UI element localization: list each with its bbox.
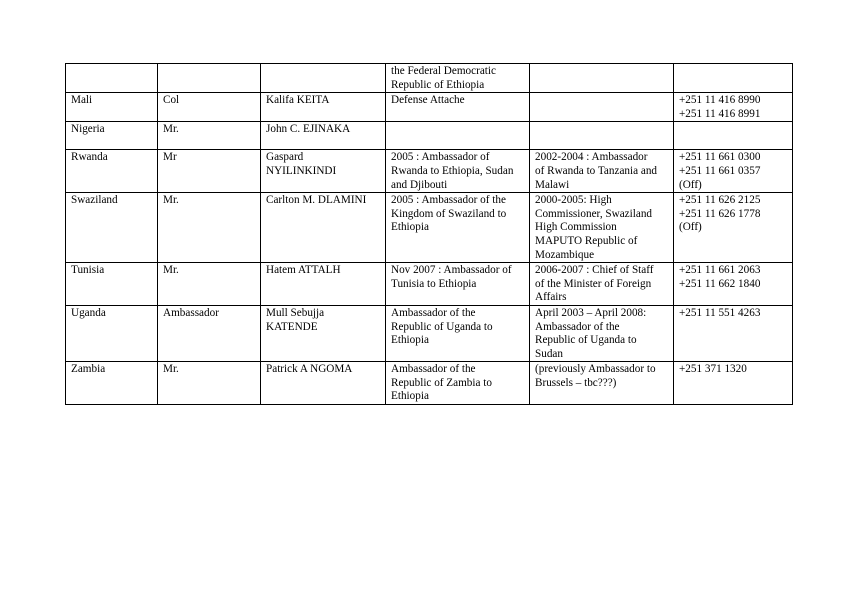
table-row: [66, 93, 793, 122]
position-cell: 2005 : Ambassador of Rwanda to Ethiopia, Sudan and Djibouti: [386, 150, 530, 193]
table-row: [66, 362, 793, 405]
previous-position-cell: April 2003 – April 2008: Ambassador of the Republic of Uganda to Sudan: [530, 305, 674, 361]
name-cell: Kalifa KEITA: [261, 93, 386, 122]
position-cell: 2005 : Ambassador of the Kingdom of Swaziland to Ethiopia: [386, 193, 530, 263]
position-cell: Defense Attache: [386, 93, 530, 122]
position-cell: Nov 2007 : Ambassador of Tunisia to Ethiopia: [386, 263, 530, 306]
title-cell: Mr.: [158, 362, 261, 405]
phone-cell: +251 11 661 0300 +251 11 661 0357 (Off): [674, 150, 793, 193]
country-cell: Swaziland: [66, 193, 158, 263]
ambassador-table: [65, 63, 793, 405]
country-cell: Zambia: [66, 362, 158, 405]
title-cell: Ambassador: [158, 305, 261, 361]
country-cell: [66, 64, 158, 93]
phone-cell: [674, 122, 793, 150]
phone-cell: +251 11 416 8990 +251 11 416 8991: [674, 93, 793, 122]
table-row: [66, 122, 793, 150]
title-cell: Col: [158, 93, 261, 122]
country-cell: Mali: [66, 93, 158, 122]
phone-cell: +251 11 551 4263: [674, 305, 793, 361]
table-row: [66, 193, 793, 263]
title-cell: Mr.: [158, 193, 261, 263]
previous-position-cell: (previously Ambassador to Brussels – tbc???): [530, 362, 674, 405]
title-cell: Mr: [158, 150, 261, 193]
name-cell: Carlton M. DLAMINI: [261, 193, 386, 263]
previous-position-cell: [530, 93, 674, 122]
name-cell: Mull Sebujja KATENDE: [261, 305, 386, 361]
previous-position-cell: 2006-2007 : Chief of Staff of the Minister of Foreign Affairs: [530, 263, 674, 306]
phone-cell: +251 11 661 2063 +251 11 662 1840: [674, 263, 793, 306]
position-cell: the Federal Democratic Republic of Ethiopia: [386, 64, 530, 93]
country-cell: Tunisia: [66, 263, 158, 306]
name-cell: Hatem ATTALH: [261, 263, 386, 306]
name-cell: Patrick A NGOMA: [261, 362, 386, 405]
country-cell: Uganda: [66, 305, 158, 361]
country-cell: Rwanda: [66, 150, 158, 193]
title-cell: [158, 64, 261, 93]
table-row: [66, 263, 793, 306]
table-row: [66, 150, 793, 193]
position-cell: [386, 122, 530, 150]
previous-position-cell: 2002-2004 : Ambassador of Rwanda to Tanzania and Malawi: [530, 150, 674, 193]
previous-position-cell: [530, 122, 674, 150]
previous-position-cell: 2000-2005: High Commissioner, Swaziland High Commission MAPUTO Republic of Mozambique: [530, 193, 674, 263]
title-cell: Mr.: [158, 122, 261, 150]
position-cell: Ambassador of the Republic of Uganda to Ethiopia: [386, 305, 530, 361]
phone-cell: +251 371 1320: [674, 362, 793, 405]
previous-position-cell: [530, 64, 674, 93]
name-cell: John C. EJINAKA: [261, 122, 386, 150]
name-cell: Gaspard NYILINKINDI: [261, 150, 386, 193]
title-cell: Mr.: [158, 263, 261, 306]
table-row: [66, 305, 793, 361]
name-cell: [261, 64, 386, 93]
table-row: [66, 64, 793, 93]
country-cell: Nigeria: [66, 122, 158, 150]
phone-cell: [674, 64, 793, 93]
phone-cell: +251 11 626 2125 +251 11 626 1778 (Off): [674, 193, 793, 263]
position-cell: Ambassador of the Republic of Zambia to Ethiopia: [386, 362, 530, 405]
